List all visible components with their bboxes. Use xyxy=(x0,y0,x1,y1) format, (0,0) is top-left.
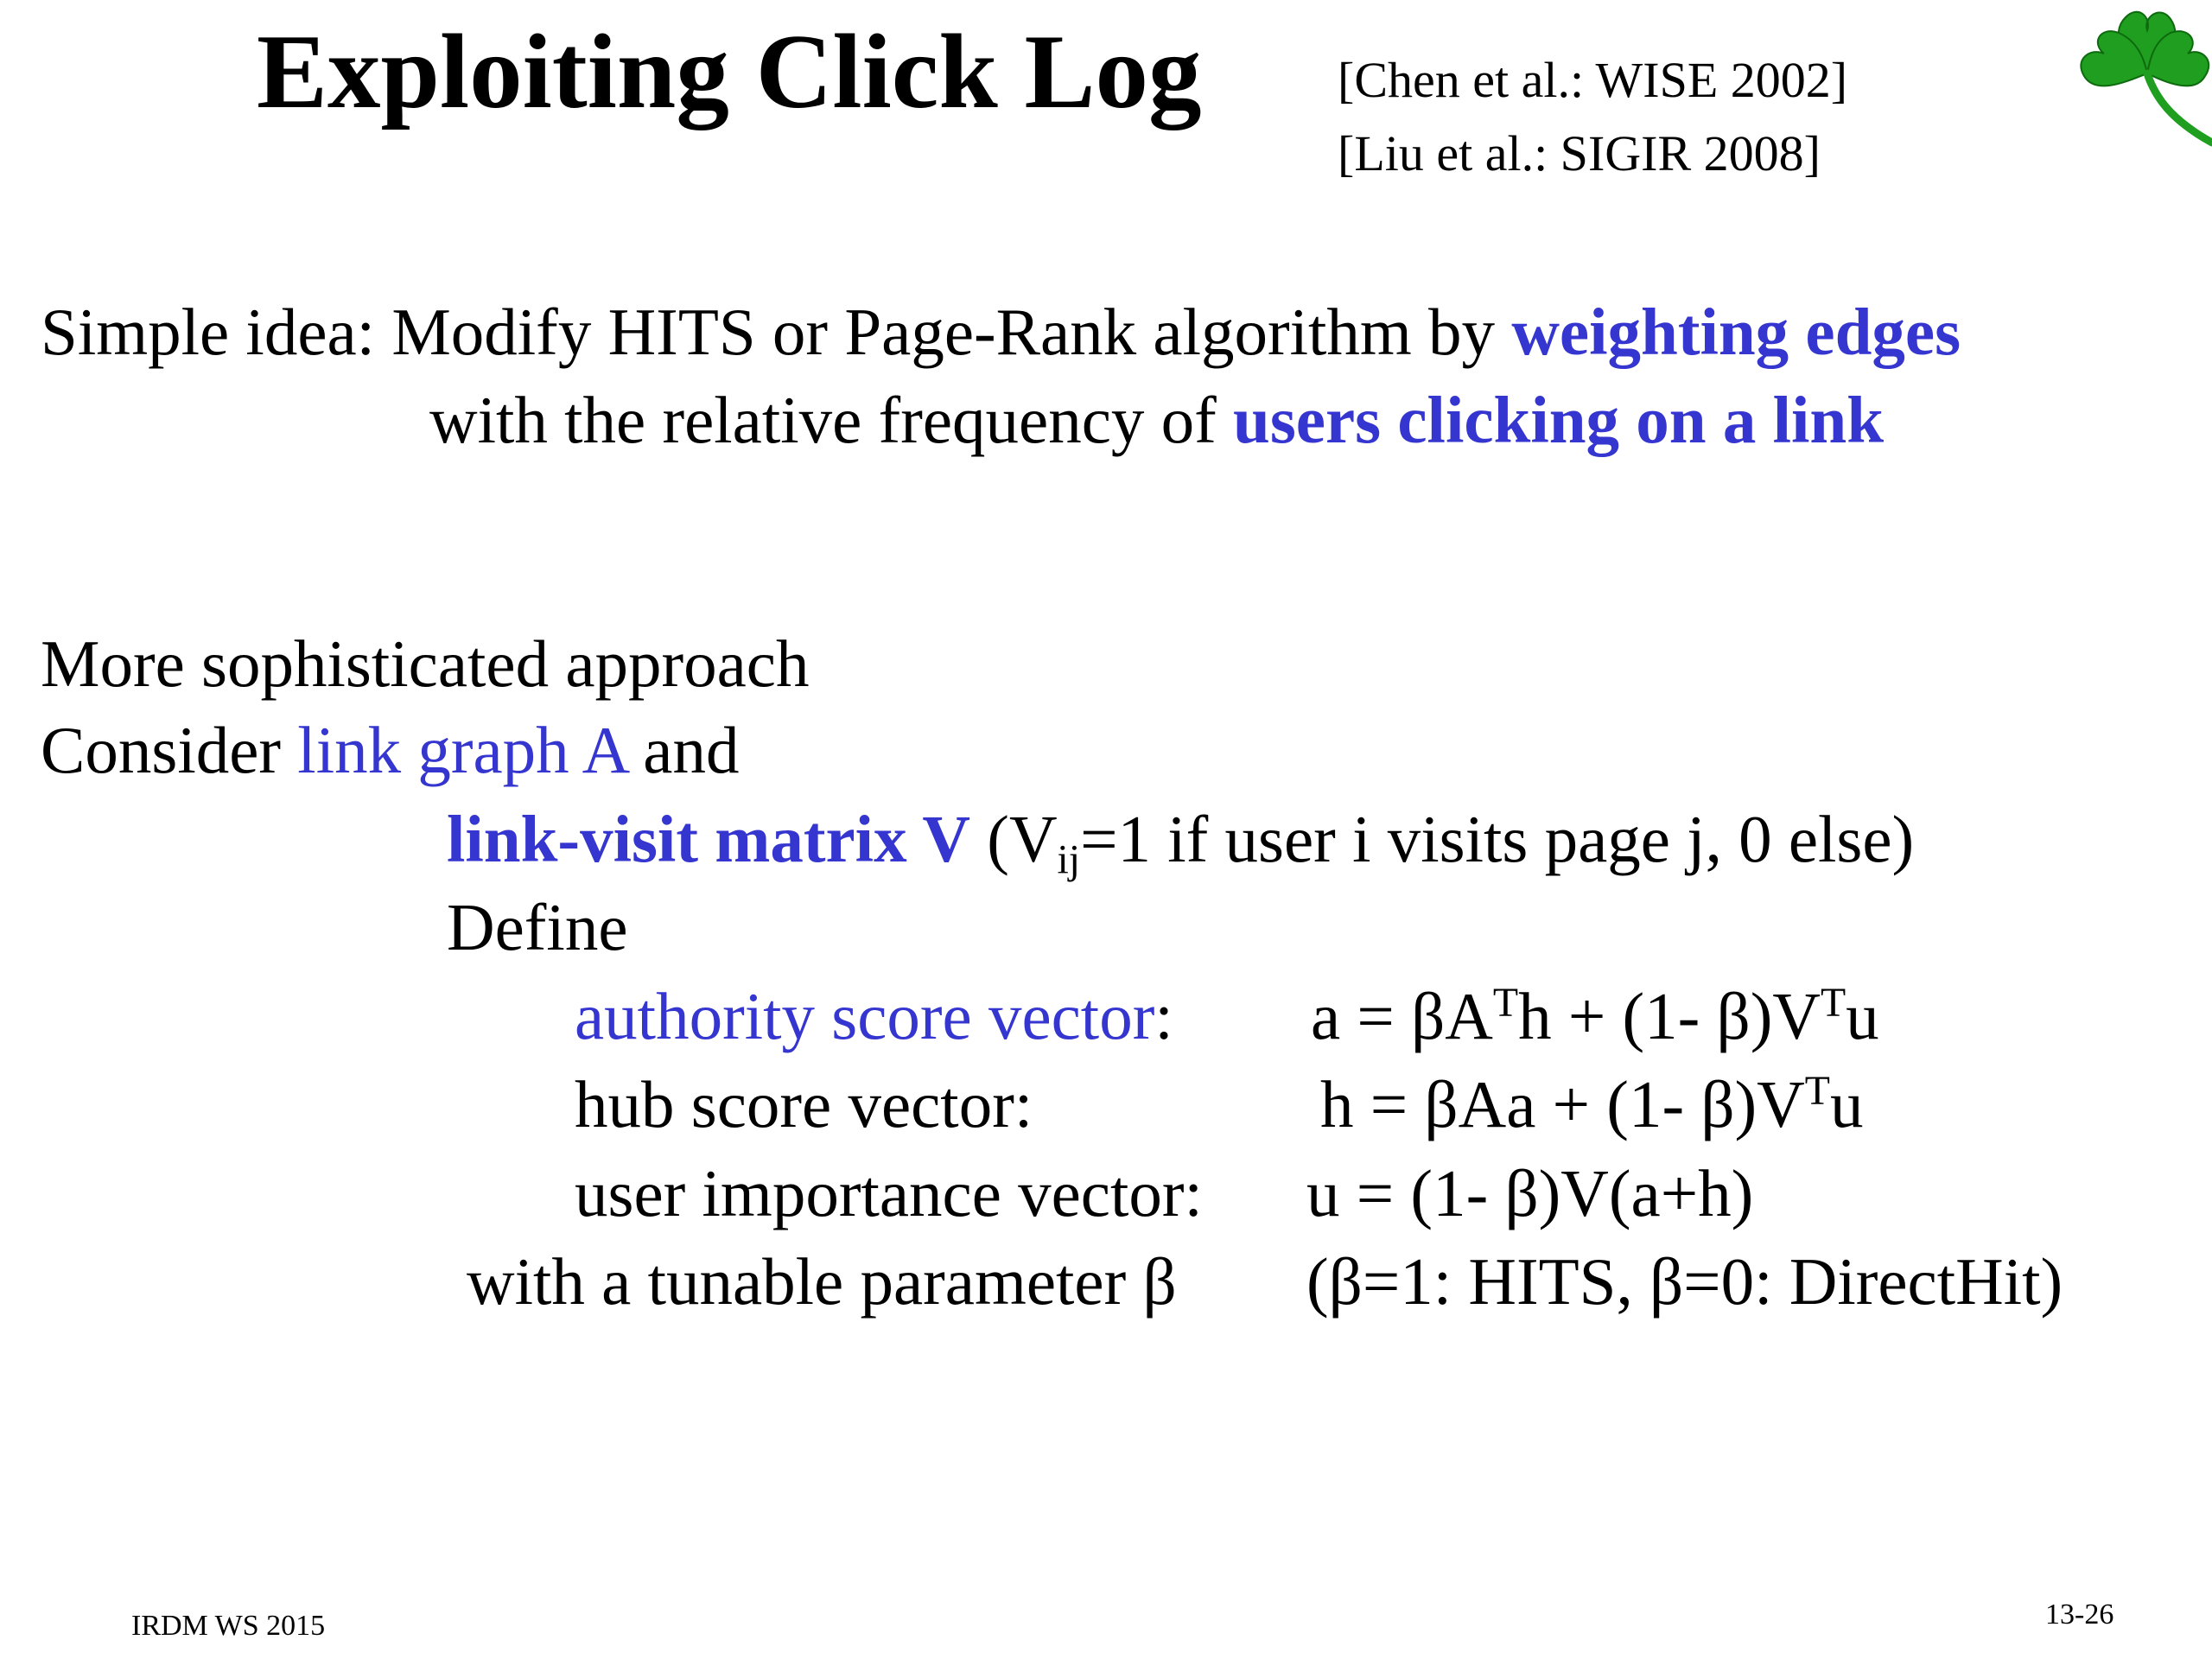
users-clicking-emphasis: users clicking on a link xyxy=(1233,383,1885,457)
authority-colon: : xyxy=(1154,979,1173,1053)
footer-course: IRDM WS 2015 xyxy=(131,1610,326,1642)
simple-idea-line2-text: with the relative frequency of xyxy=(429,383,1234,457)
reference-chen: [Chen et al.: WISE 2002] xyxy=(1338,52,1848,108)
authority-formula-part1: a = βA xyxy=(1311,979,1493,1053)
matrix-paren-open: (V xyxy=(970,802,1058,876)
shamrock-icon xyxy=(2074,0,2212,147)
matrix-subscript: ij xyxy=(1057,836,1081,883)
matrix-line xyxy=(447,799,1915,883)
hub-transpose: T xyxy=(1804,1067,1830,1114)
hub-label: hub score vector: xyxy=(575,1067,1033,1141)
define-label: Define xyxy=(447,890,628,964)
authority-formula-part3: u xyxy=(1846,979,1879,1053)
hub-formula-part1: h = βAa + (1- β)V xyxy=(1320,1067,1805,1141)
authority-label xyxy=(575,976,1173,1056)
tunable-parameter-note: (β=1: HITS, β=0: DirectHit) xyxy=(1306,1244,2063,1319)
authority-formula-part2: h + (1- β)V xyxy=(1518,979,1821,1053)
link-graph-term: link graph A xyxy=(297,713,627,787)
link-visit-matrix-term: link-visit matrix V xyxy=(447,802,971,876)
matrix-definition: =1 if user i visits page j, 0 else) xyxy=(1080,802,1915,876)
simple-idea-line-2 xyxy=(429,380,1884,460)
tunable-parameter-label: with a tunable parameter β xyxy=(467,1244,1177,1319)
hub-formula-part2: u xyxy=(1829,1067,1864,1141)
approach-heading: More sophisticated approach xyxy=(41,626,810,701)
consider-line xyxy=(41,710,739,790)
user-importance-label: user importance vector: xyxy=(575,1156,1203,1230)
consider-text: Consider xyxy=(41,713,298,787)
hub-formula xyxy=(1320,1065,1863,1144)
and-text: and xyxy=(626,713,740,787)
footer-slide-number: 13-26 xyxy=(2045,1599,2114,1630)
authority-term: authority score vector xyxy=(575,979,1155,1053)
slide-title: Exploiting Click Log xyxy=(257,12,1202,130)
authority-formula xyxy=(1311,976,1879,1056)
reference-liu: [Liu et al.: SIGIR 2008] xyxy=(1338,125,1821,181)
user-importance-formula: u = (1- β)V(a+h) xyxy=(1306,1156,1754,1230)
simple-idea-line-1 xyxy=(41,292,1961,372)
authority-transpose-1: T xyxy=(1492,979,1519,1026)
simple-idea-lead: Simple idea: Modify HITS or Page-Rank algorithm by xyxy=(41,295,1512,369)
weighting-edges-emphasis: weighting edges xyxy=(1511,295,1961,369)
authority-transpose-2: T xyxy=(1820,979,1847,1026)
